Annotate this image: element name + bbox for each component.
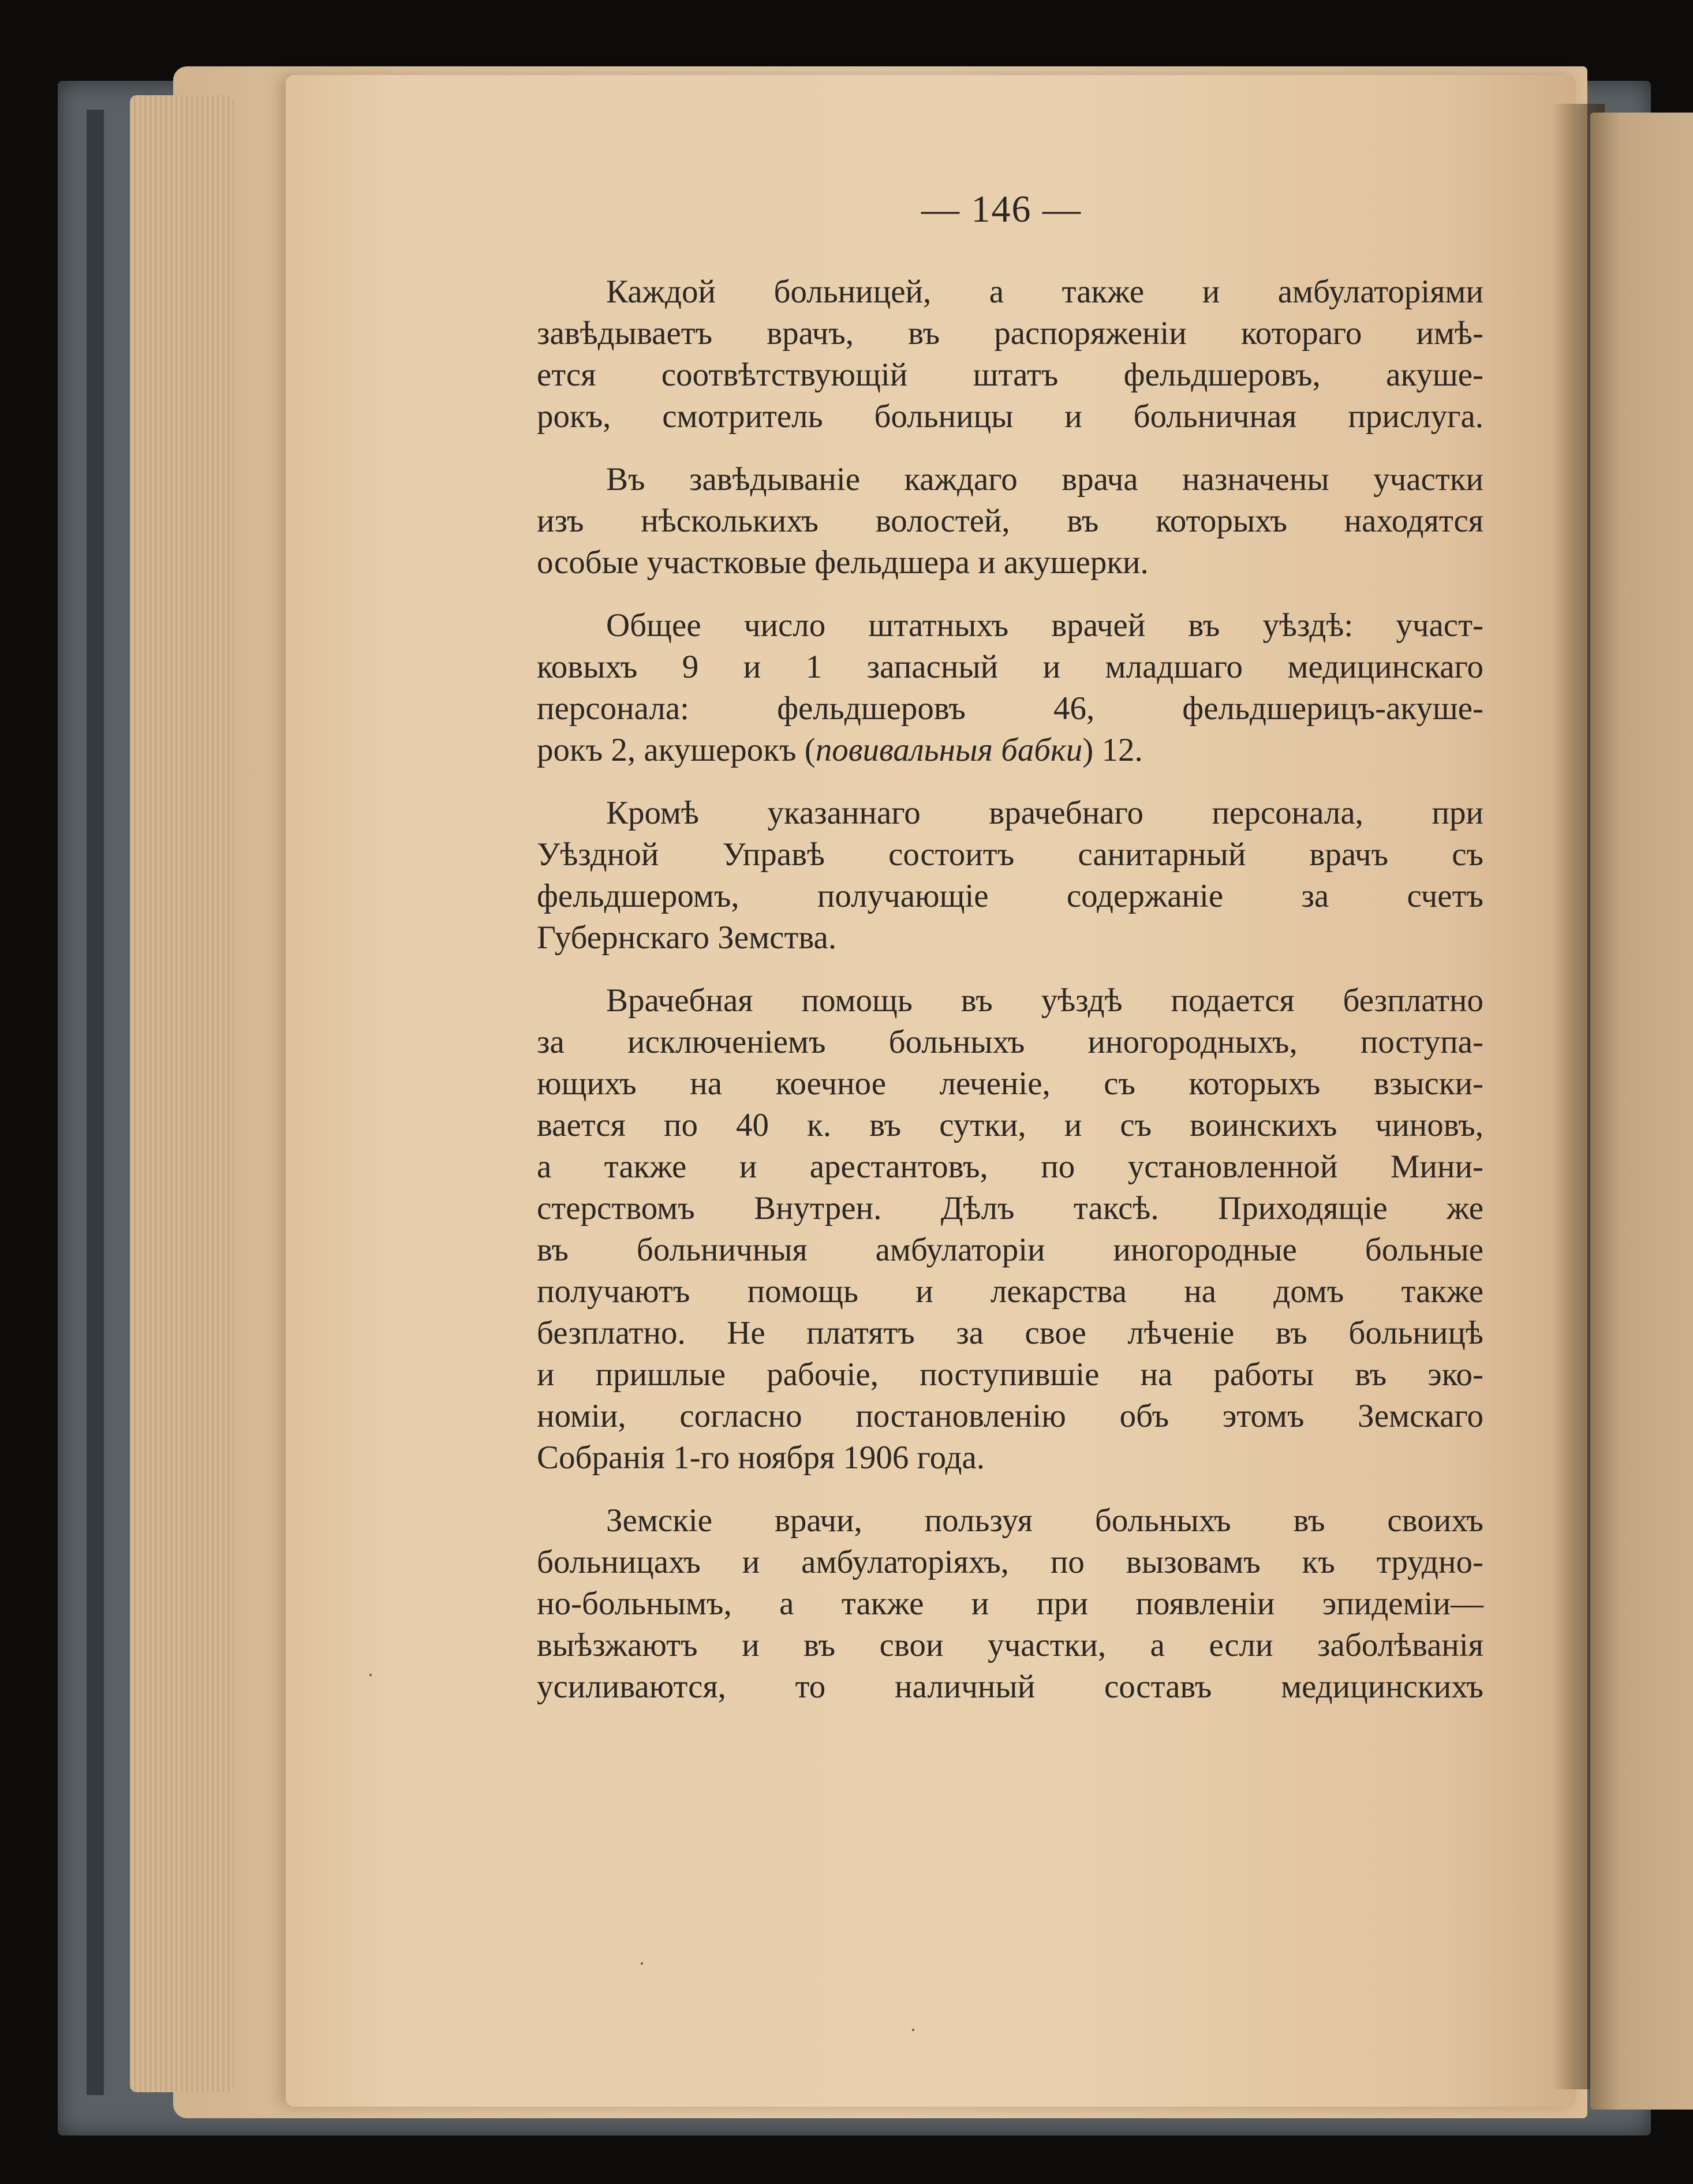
text-line: стерствомъ Внутрен. Дѣлъ таксѣ. Приходящіе же — [537, 1190, 1483, 1226]
paper-speck — [641, 1962, 643, 1965]
text-line: ется соотвѣтствующій штатъ фельдшеровъ, акуше- — [537, 357, 1483, 393]
text-line: Врачебная помощь въ уѣздѣ подается безплатно — [606, 982, 1483, 1019]
page-number: — 146 — — [921, 188, 1082, 230]
text-line: Общее число штатныхъ врачей въ уѣздѣ: участ- — [606, 607, 1483, 644]
text-line: завѣдываетъ врачъ, въ распоряженіи котораго имѣ- — [537, 315, 1483, 351]
page-edges — [130, 95, 234, 2092]
text-line: изъ нѣсколькихъ волостей, въ которыхъ находятся — [537, 503, 1483, 539]
text-line: въ больничныя амбулаторіи иногородные больные — [537, 1232, 1483, 1268]
text-fragment: ) 12. — [1082, 732, 1143, 768]
text-line: но-больнымъ, а также и при появленіи эпидеміи— — [537, 1585, 1483, 1622]
text-line: Уѣздной Управѣ состоитъ санитарный врачъ съ — [537, 836, 1483, 873]
italic-term: повивальныя бабки — [815, 732, 1083, 768]
text-line: номіи, согласно постановленію объ этомъ Земскаго — [537, 1398, 1483, 1434]
text-line: ковыхъ 9 и 1 запасный и младшаго медицинскаго — [537, 649, 1483, 685]
text-line: вается по 40 к. въ сутки, и съ воинскихъ чиновъ, — [537, 1107, 1483, 1143]
paragraph — [537, 792, 1483, 959]
text-line: Губернскаго Земства. — [537, 919, 837, 956]
text-line: персонала: фельдшеровъ 46, фельдшерицъ-акуше- — [537, 690, 1483, 727]
text-line: выѣзжаютъ и въ свои участки, а если заболѣванія — [537, 1627, 1483, 1663]
paragraph — [537, 980, 1483, 1479]
text-line: за исключеніемъ больныхъ иногородныхъ, поступа- — [537, 1024, 1483, 1060]
paper-speck — [369, 1674, 372, 1676]
text-line: ющихъ на коечное леченіе, съ которыхъ взыски- — [537, 1065, 1483, 1102]
text-line: Кромѣ указаннаго врачебнаго персонала, при — [606, 795, 1483, 831]
text-line — [537, 730, 1483, 771]
text-line: больницахъ и амбулаторіяхъ, по вызовамъ къ трудно- — [537, 1544, 1483, 1580]
text-line: а также и арестантовъ, по установленной Мини- — [537, 1149, 1483, 1185]
paragraph — [537, 459, 1483, 584]
text-line: усиливаются, то наличный составъ медицинскихъ — [537, 1669, 1483, 1705]
text-line: безплатно. Не платятъ за свое лѣченіе въ больницѣ — [537, 1315, 1483, 1351]
text-line: особые участковые фельдшера и акушерки. — [537, 544, 1149, 581]
text-fragment: рокъ 2, акушерокъ ( — [537, 732, 816, 768]
text-line: Земскіе врачи, пользуя больныхъ въ своихъ — [606, 1502, 1483, 1539]
cover-edge — [87, 110, 104, 2095]
text-column — [537, 271, 1483, 1729]
text-line: фельдшеромъ, получающіе содержаніе за счетъ — [537, 878, 1483, 914]
paper-speck — [912, 2029, 914, 2031]
text-line: и пришлые рабочіе, поступившіе на работы въ эко- — [537, 1356, 1483, 1393]
paragraph — [537, 605, 1483, 771]
paragraph — [537, 271, 1483, 437]
text-line: рокъ, смотритель больницы и больничная прислуга. — [537, 398, 1483, 435]
text-line: Въ завѣдываніе каждаго врача назначены участки — [606, 461, 1483, 498]
text-line: получаютъ помощь и лекарства на домъ также — [537, 1273, 1483, 1310]
text-line: Собранія 1-го ноября 1906 года. — [537, 1439, 985, 1476]
text-line: Каждой больницей, а также и амбулаторіями — [606, 274, 1483, 310]
facing-page — [1590, 113, 1693, 2110]
paragraph — [537, 1500, 1483, 1708]
